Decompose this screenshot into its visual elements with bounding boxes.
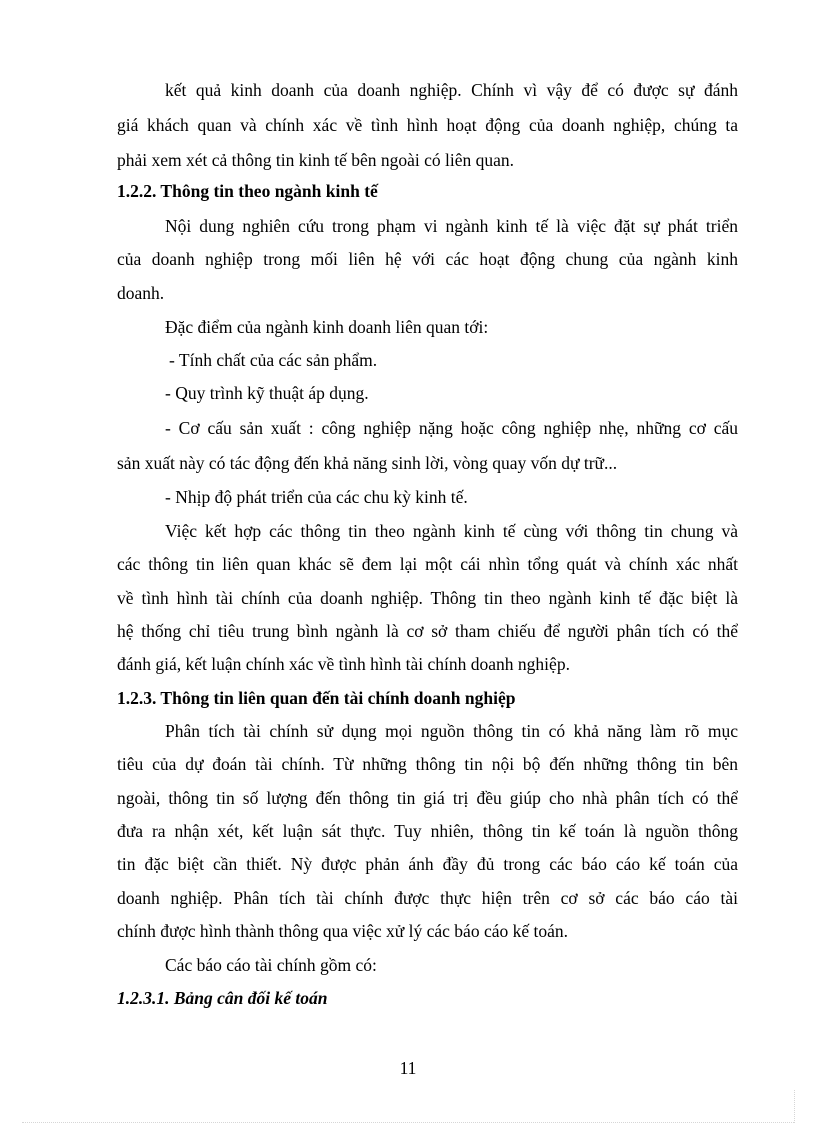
list-item: - Cơ cấu sản xuất : công nghiệp nặng hoặc công nghiệp nhẹ, những cơ cấu bbox=[165, 418, 738, 438]
paragraph-line: ngoài, thông tin số lượng đến thông tin giá trị đều giúp cho nhà phân tích có thể bbox=[117, 788, 738, 808]
section-heading: 1.2.2. Thông tin theo ngành kinh tế bbox=[117, 181, 378, 201]
paragraph-line: Nội dung nghiên cứu trong phạm vi ngành kinh tế là việc đặt sự phát triển bbox=[165, 216, 738, 236]
list-item: - Quy trình kỹ thuật áp dụng. bbox=[165, 383, 369, 403]
paragraph-line: Đặc điểm của ngành kinh doanh liên quan tới: bbox=[165, 317, 489, 337]
paragraph-line: kết quả kinh doanh của doanh nghiệp. Chính vì vậy để có được sự đánh bbox=[165, 80, 738, 100]
paragraph-line: sản xuất này có tác động đến khả năng sinh lời, vòng quay vốn dự trữ... bbox=[117, 453, 618, 473]
list-item: - Tính chất của các sản phẩm. bbox=[169, 350, 378, 370]
paragraph-line: doanh. bbox=[117, 283, 165, 303]
paragraph-line: chính được hình thành thông qua việc xử lý các báo cáo kế toán. bbox=[117, 921, 569, 941]
paragraph-line: tin đặc biệt cần thiết. Nỳ được phản ánh đầy đủ trong các báo cáo kế toán của bbox=[117, 854, 738, 874]
paragraph-line: Phân tích tài chính sử dụng mọi nguồn thông tin có khả năng làm rõ mục bbox=[165, 721, 738, 741]
paragraph-line: giá khách quan và chính xác về tình hình hoạt động của doanh nghiệp, chúng ta bbox=[117, 115, 738, 135]
paragraph-line: Các báo cáo tài chính gồm có: bbox=[165, 955, 377, 975]
paragraph-line: đánh giá, kết luận chính xác về tình hình tài chính doanh nghiệp. bbox=[117, 654, 570, 674]
section-heading: 1.2.3. Thông tin liên quan đến tài chính doanh nghiệp bbox=[117, 688, 516, 708]
paragraph-line: các thông tin liên quan khác sẽ đem lại một cái nhìn tổng quát và chính xác nhất bbox=[117, 554, 738, 574]
paragraph-line: hệ thống chỉ tiêu trung bình ngành là cơ sở tham chiếu để người phân tích có thể bbox=[117, 621, 738, 641]
paragraph-line: doanh nghiệp. Phân tích tài chính được thực hiện trên cơ sở các báo cáo tài bbox=[117, 888, 738, 908]
paragraph-line: của doanh nghiệp trong mối liên hệ với các hoạt động chung của ngành kinh bbox=[117, 249, 738, 269]
subsection-heading: 1.2.3.1. Bảng cân đối kế toán bbox=[117, 988, 328, 1008]
page-right-border bbox=[794, 1090, 795, 1123]
paragraph-line: đưa ra nhận xét, kết luận sát thực. Tuy nhiên, thông tin kế toán là nguồn thông bbox=[117, 821, 738, 841]
paragraph-line: tiêu của dự đoán tài chính. Từ những thông tin nội bộ đến những thông tin bên bbox=[117, 754, 738, 774]
paragraph-line: phải xem xét cả thông tin kinh tế bên ngoài có liên quan. bbox=[117, 150, 515, 170]
paragraph-line: về tình hình tài chính của doanh nghiệp. Thông tin theo ngành kinh tế đặc biệt là bbox=[117, 588, 738, 608]
paragraph-line: Việc kết hợp các thông tin theo ngành kinh tế cùng với thông tin chung và bbox=[165, 521, 738, 541]
list-item: - Nhịp độ phát triển của các chu kỳ kinh tế. bbox=[165, 487, 468, 507]
page-number: 11 bbox=[399, 1058, 417, 1078]
